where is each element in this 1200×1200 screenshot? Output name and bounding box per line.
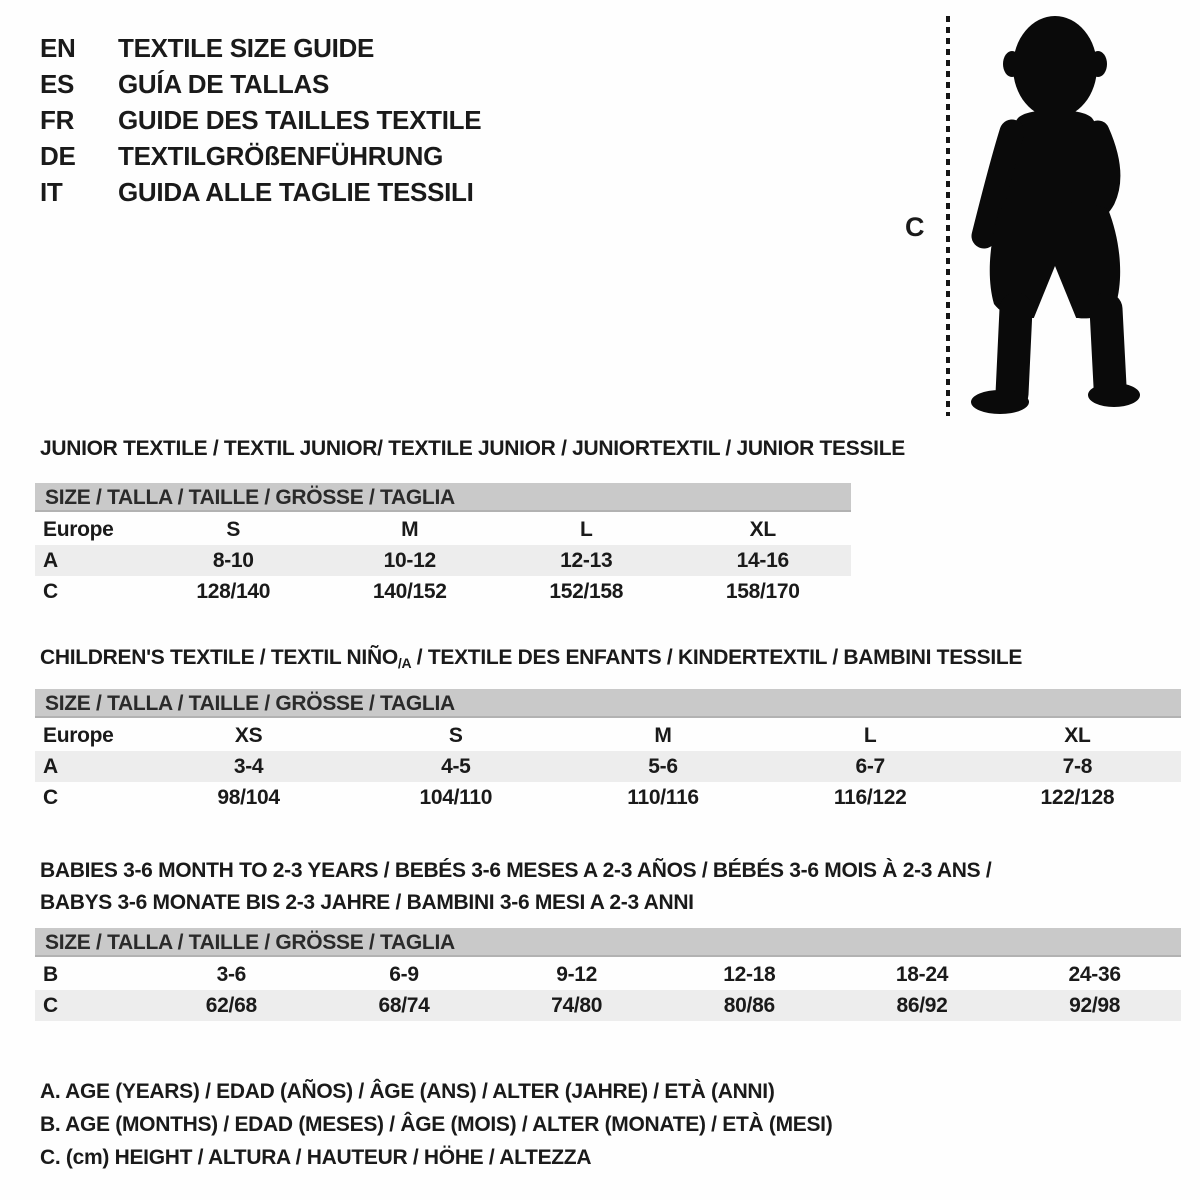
- size-header-bar: SIZE / TALLA / TAILLE / GRÖSSE / TAGLIA: [35, 483, 851, 512]
- table-cell: 5-6: [648, 754, 678, 778]
- table-cell: XL: [749, 517, 776, 541]
- row-label: C: [43, 993, 58, 1017]
- table-cell: 158/170: [725, 579, 800, 603]
- table-cell: 3-6: [216, 962, 247, 986]
- lang-row-es: [40, 66, 481, 102]
- height-measure-dashed-line: [946, 16, 950, 416]
- legend-line-a: A. AGE (YEARS) / EDAD (AÑOS) / ÂGE (ANS) / ALTER (JAHRE) / ETÀ (ANNI): [40, 1080, 775, 1103]
- lang-row-de: [40, 138, 481, 174]
- row-label: Europe: [43, 517, 114, 541]
- table-cell: 12-18: [723, 962, 776, 986]
- lang-code: DE: [40, 141, 76, 171]
- table-cell: 7-8: [1062, 754, 1093, 778]
- table-cell: XS: [234, 723, 263, 747]
- table-cell: 116/122: [833, 785, 907, 809]
- lang-row-it: [40, 174, 481, 210]
- measurement-legend: [40, 1075, 832, 1174]
- table-cell: 62/68: [205, 993, 257, 1017]
- table-cell: S: [448, 723, 463, 747]
- table-cell: 122/128: [1040, 785, 1115, 809]
- table-cell: 140/152: [372, 579, 447, 603]
- table-cell: 80/86: [723, 993, 775, 1017]
- children-heading-text: / TEXTILE DES ENFANTS / KINDERTEXTIL / BAMBINI TESSILE: [411, 646, 1023, 669]
- table-cell: 14-16: [736, 548, 789, 572]
- babies-heading-line2: BABYS 3-6 MONATE BIS 2-3 JAHRE / BAMBINI 3-6 MESI A 2-3 ANNI: [40, 891, 694, 914]
- table-cell: 12-13: [560, 548, 613, 572]
- lang-code: FR: [40, 105, 75, 135]
- row-label: C: [43, 785, 58, 809]
- row-label: Europe: [43, 723, 114, 747]
- table-cell: XL: [1064, 723, 1091, 747]
- table-cell: M: [401, 517, 419, 541]
- table-cell: 3-4: [233, 754, 264, 778]
- table-row-europe: [35, 514, 851, 545]
- size-header-bar: SIZE / TALLA / TAILLE / GRÖSSE / TAGLIA: [35, 928, 1181, 957]
- table-cell: 10-12: [383, 548, 436, 572]
- lang-title: GUIDE DES TAILLES TEXTILE: [118, 105, 482, 135]
- table-cell: 152/158: [549, 579, 624, 603]
- table-cell: S: [226, 517, 241, 541]
- lang-title: GUIDA ALLE TAGLIE TESSILI: [118, 177, 474, 207]
- table-cell: 98/104: [217, 785, 280, 809]
- table-cell: 8-10: [212, 548, 254, 572]
- table-cell: 128/140: [196, 579, 271, 603]
- babies-heading-line1: BABIES 3-6 MONTH TO 2-3 YEARS / BEBÉS 3-6 MESES A 2-3 AÑOS / BÉBÉS 3-6 MOIS À 2-3 ANS /: [40, 859, 992, 882]
- table-cell: 104/110: [419, 785, 493, 809]
- lang-title: TEXTILGRÖßENFÜHRUNG: [118, 141, 444, 171]
- toddler-silhouette: [956, 14, 1140, 418]
- table-row-height: [35, 782, 1181, 813]
- legend-line-b: B. AGE (MONTHS) / EDAD (MESES) / ÂGE (MOIS) / ALTER (MONATE) / ETÀ (MESI): [40, 1113, 833, 1136]
- lang-code: IT: [40, 177, 63, 207]
- table-row-height: [35, 990, 1181, 1021]
- children-heading-text: CHILDREN'S TEXTILE / TEXTIL NIÑO: [40, 646, 398, 669]
- legend-line-c: C. (cm) HEIGHT / ALTURA / HAUTEUR / HÖHE / ALTEZZA: [40, 1146, 592, 1169]
- table-cell: 6-7: [855, 754, 885, 778]
- table-row-height: [35, 576, 851, 607]
- lang-title: TEXTILE SIZE GUIDE: [118, 33, 375, 63]
- table-cell: L: [863, 723, 877, 747]
- table-row-age: [35, 545, 851, 576]
- row-label: A: [43, 548, 58, 572]
- lang-row-fr: [40, 102, 481, 138]
- children-section-heading: [40, 646, 1022, 670]
- table-cell: 6-9: [389, 962, 419, 986]
- language-title-block: [40, 30, 481, 210]
- table-cell: 74/80: [551, 993, 603, 1017]
- table-row-europe: [35, 720, 1181, 751]
- table-cell: 110/116: [627, 785, 699, 809]
- table-cell: 92/98: [1069, 993, 1121, 1017]
- table-cell: 18-24: [895, 962, 949, 986]
- height-measure-label: C: [905, 212, 925, 242]
- row-label: C: [43, 579, 58, 603]
- table-cell: 4-5: [441, 754, 471, 778]
- junior-section-heading: JUNIOR TEXTILE / TEXTIL JUNIOR/ TEXTILE JUNIOR / JUNIORTEXTIL / JUNIOR TESSILE: [40, 437, 905, 460]
- table-cell: M: [654, 723, 672, 747]
- lang-title: GUÍA DE TALLAS: [118, 69, 330, 99]
- row-label: A: [43, 754, 58, 778]
- table-row-months: [35, 959, 1181, 990]
- lang-row-en: [40, 30, 481, 66]
- table-row-age: [35, 751, 1181, 782]
- table-cell: 9-12: [556, 962, 598, 986]
- children-heading-subscript: /A: [397, 655, 412, 671]
- table-cell: L: [579, 517, 593, 541]
- babies-size-table: [35, 928, 1181, 1021]
- babies-section-heading: [40, 855, 991, 919]
- lang-code: ES: [40, 69, 75, 99]
- size-header-bar: SIZE / TALLA / TAILLE / GRÖSSE / TAGLIA: [35, 689, 1181, 718]
- lang-code: EN: [40, 33, 76, 63]
- table-cell: 24-36: [1068, 962, 1121, 986]
- junior-size-table: [35, 483, 851, 607]
- children-size-table: [35, 689, 1181, 813]
- table-cell: 68/74: [378, 993, 430, 1017]
- table-cell: 86/92: [896, 993, 948, 1017]
- row-label: B: [43, 962, 58, 986]
